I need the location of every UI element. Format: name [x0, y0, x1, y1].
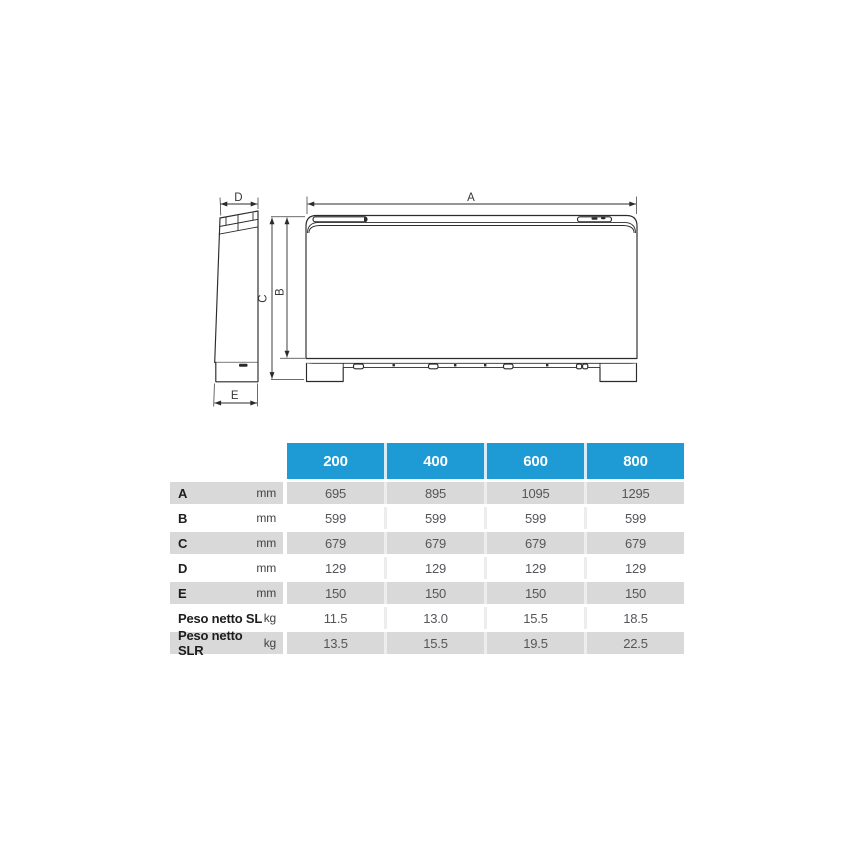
- value-cell: 679: [387, 532, 484, 554]
- value-cell: 19.5: [487, 632, 584, 654]
- dim-label-A: A: [467, 192, 475, 204]
- value-cell: 13.5: [287, 632, 384, 654]
- dimensions-table: [170, 443, 684, 658]
- value-cell: 695: [287, 482, 384, 504]
- row-unit: kg: [263, 611, 276, 625]
- row-label: D: [178, 560, 188, 576]
- row-label: B: [178, 510, 188, 526]
- value-cell: 150: [387, 582, 484, 604]
- value-cell: 599: [587, 507, 684, 529]
- dim-label-E: E: [230, 390, 239, 402]
- row-label-cell: [170, 582, 283, 604]
- dim-label-C: C: [257, 294, 270, 303]
- row-label-cell: [170, 628, 283, 658]
- column-header-200: 200: [287, 443, 384, 479]
- value-cell: 15.5: [387, 632, 484, 654]
- row-unit: kg: [263, 636, 276, 650]
- dimension-C: [258, 217, 306, 380]
- row-label: C: [178, 535, 188, 551]
- column-header-800: 800: [587, 443, 684, 479]
- value-cell: 599: [487, 507, 584, 529]
- dimension-E: [214, 384, 258, 407]
- row-unit: mm: [256, 586, 276, 600]
- row-unit: mm: [256, 561, 276, 575]
- value-cell: 129: [587, 557, 684, 579]
- value-cell: 129: [387, 557, 484, 579]
- row-unit: mm: [256, 511, 276, 525]
- column-header-400: 400: [387, 443, 484, 479]
- row-label-cell: [170, 532, 283, 554]
- dimension-A: [307, 192, 637, 214]
- value-cell: 599: [387, 507, 484, 529]
- value-cell: 13.0: [387, 607, 484, 629]
- value-cell: 895: [387, 482, 484, 504]
- row-label-cell: [170, 482, 283, 504]
- column-header-600: 600: [487, 443, 584, 479]
- value-cell: 15.5: [487, 607, 584, 629]
- value-cell: 150: [287, 582, 384, 604]
- row-label: Peso netto SL: [178, 610, 263, 626]
- value-cell: 1095: [487, 482, 584, 504]
- value-cell: 679: [587, 532, 684, 554]
- dimension-B: [275, 218, 306, 359]
- value-cell: 18.5: [587, 607, 684, 629]
- row-label-cell: [170, 557, 283, 579]
- value-cell: 1295: [587, 482, 684, 504]
- technical-drawing: [200, 185, 660, 415]
- side-view: [215, 211, 258, 382]
- value-cell: 150: [487, 582, 584, 604]
- value-cell: 150: [587, 582, 684, 604]
- row-label-cell: [170, 607, 283, 629]
- row-label: Peso netto SLR: [178, 628, 243, 658]
- value-cell: 129: [287, 557, 384, 579]
- value-cell: 679: [487, 532, 584, 554]
- dim-label-D: D: [234, 192, 243, 204]
- value-cell: 129: [487, 557, 584, 579]
- front-view: [306, 216, 637, 382]
- value-cell: 679: [287, 532, 384, 554]
- value-cell: 599: [287, 507, 384, 529]
- value-cell: 22.5: [587, 632, 684, 654]
- row-unit: mm: [256, 536, 276, 550]
- value-cell: 11.5: [287, 607, 384, 629]
- row-label: A: [178, 485, 188, 501]
- row-label: E: [178, 585, 187, 601]
- dim-label-B: B: [274, 288, 287, 296]
- row-unit: mm: [256, 486, 276, 500]
- header-blank-cell: [170, 443, 283, 479]
- row-label-cell: [170, 507, 283, 529]
